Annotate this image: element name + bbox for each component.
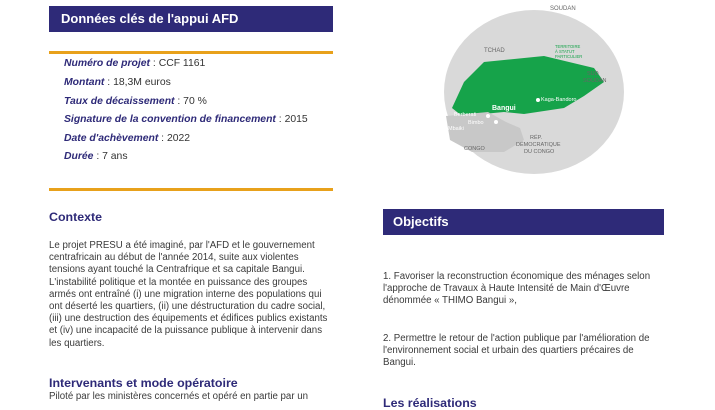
contexte-line: ont déserté les quartiers, (ii) une déstructuration du cadre social, bbox=[49, 301, 326, 313]
key-fact-signature bbox=[64, 114, 308, 125]
map-label-bimbo: Bimbo bbox=[468, 120, 484, 126]
key-fact-value: : CCF 1161 bbox=[150, 58, 206, 69]
contexte-line: (iii) une destruction des équipements et édifices publics existants bbox=[49, 313, 328, 325]
country-map bbox=[444, 0, 626, 200]
key-fact-duration bbox=[64, 151, 128, 162]
objectif-item-2 bbox=[383, 333, 665, 370]
map-label-rdc: RÉP. DÉMOCRATIQUE DU CONGO bbox=[516, 135, 561, 155]
key-facts-title: Données clés de l'appui AFD bbox=[49, 6, 333, 32]
intervenants-heading: Intervenants et mode opératoire bbox=[49, 376, 238, 390]
key-fact-value: : 7 ans bbox=[93, 151, 128, 162]
key-fact-label: Numéro de projet bbox=[64, 58, 151, 69]
contexte-paragraph bbox=[49, 240, 335, 350]
key-fact-amount bbox=[64, 77, 171, 88]
key-fact-value: : 2022 bbox=[158, 133, 191, 144]
map-label-territoire: TERRITOIRE À STATUT PARTICULIER bbox=[555, 44, 583, 59]
key-fact-value: : 18,3M euros bbox=[104, 77, 171, 88]
objectif-line: l'approche de Travaux à Haute Intensité de Main d'Œuvre bbox=[383, 283, 630, 295]
objectif-line: 1. Favoriser la reconstruction économique des ménages selon bbox=[383, 271, 651, 282]
contexte-heading: Contexte bbox=[49, 210, 103, 224]
key-fact-label: Montant bbox=[64, 77, 105, 88]
key-fact-label: Date d'achèvement bbox=[64, 133, 159, 144]
key-fact-completion-date bbox=[64, 133, 190, 144]
key-facts-divider-bottom bbox=[49, 188, 333, 191]
contexte-line: tensions ayant touché la Centrafrique et sa capitale Bangui. bbox=[49, 264, 305, 276]
intervenants-first-line: Piloté par les ministères concernés et opéré en partie par un bbox=[49, 391, 309, 402]
map-label-mbaiki: Mbaiki bbox=[448, 126, 464, 132]
key-fact-value: : 70 % bbox=[174, 96, 207, 107]
contexte-line: Le projet PRESU a été imaginé, par l'AFD et le gouvernement bbox=[49, 240, 315, 251]
objectifs-heading: Objectifs bbox=[383, 209, 664, 235]
key-fact-disbursement-rate bbox=[64, 96, 207, 107]
map-label-kaga: Kaga-Bandoro bbox=[541, 97, 577, 103]
map-label-tchad: TCHAD bbox=[484, 48, 505, 54]
contexte-line: armés ont entraîné (i) une migration interne des populations qui bbox=[49, 288, 322, 300]
key-fact-label: Durée bbox=[64, 151, 94, 162]
map-label-soudan: SOUDAN bbox=[550, 6, 576, 12]
key-fact-label: Signature de la convention de financement bbox=[64, 114, 276, 125]
map-label-congo: CONGO bbox=[464, 146, 485, 152]
objectif-line: dénommée « THIMO Bangui », bbox=[383, 295, 517, 307]
contexte-line: centrafricain au début de l'année 2014, suite aux violentes bbox=[49, 252, 299, 264]
key-facts-divider-top bbox=[49, 51, 333, 54]
map-label-berberati: Berberati bbox=[454, 112, 477, 118]
contexte-line: les quartiers. bbox=[49, 337, 105, 349]
city-dot-bangui bbox=[494, 120, 498, 124]
city-dot-berberati bbox=[486, 114, 490, 118]
city-dot-kaga-bandoro bbox=[536, 98, 540, 102]
objectif-line: l'environnement social et urbain des quartiers précaires de bbox=[383, 345, 634, 357]
map-label-bangui: Bangui bbox=[492, 105, 516, 112]
objectif-line: Bangui. bbox=[383, 357, 416, 369]
contexte-line: et (iv) une incapacité de la puissance publique à intervenir dans bbox=[49, 325, 323, 337]
realisations-heading: Les réalisations bbox=[383, 396, 477, 410]
objectif-item-1 bbox=[383, 271, 665, 308]
map-label-sud-soudan: SUD SOUDAN bbox=[583, 71, 607, 84]
objectif-line: 2. Permettre le retour de l'action publique par l'amélioration de bbox=[383, 333, 650, 344]
key-fact-label: Taux de décaissement bbox=[64, 96, 175, 107]
key-fact-value: : 2015 bbox=[275, 114, 308, 125]
key-fact-project-number bbox=[64, 58, 205, 69]
contexte-line: L'instabilité politique et la montée en puissance des groupes bbox=[49, 276, 308, 288]
